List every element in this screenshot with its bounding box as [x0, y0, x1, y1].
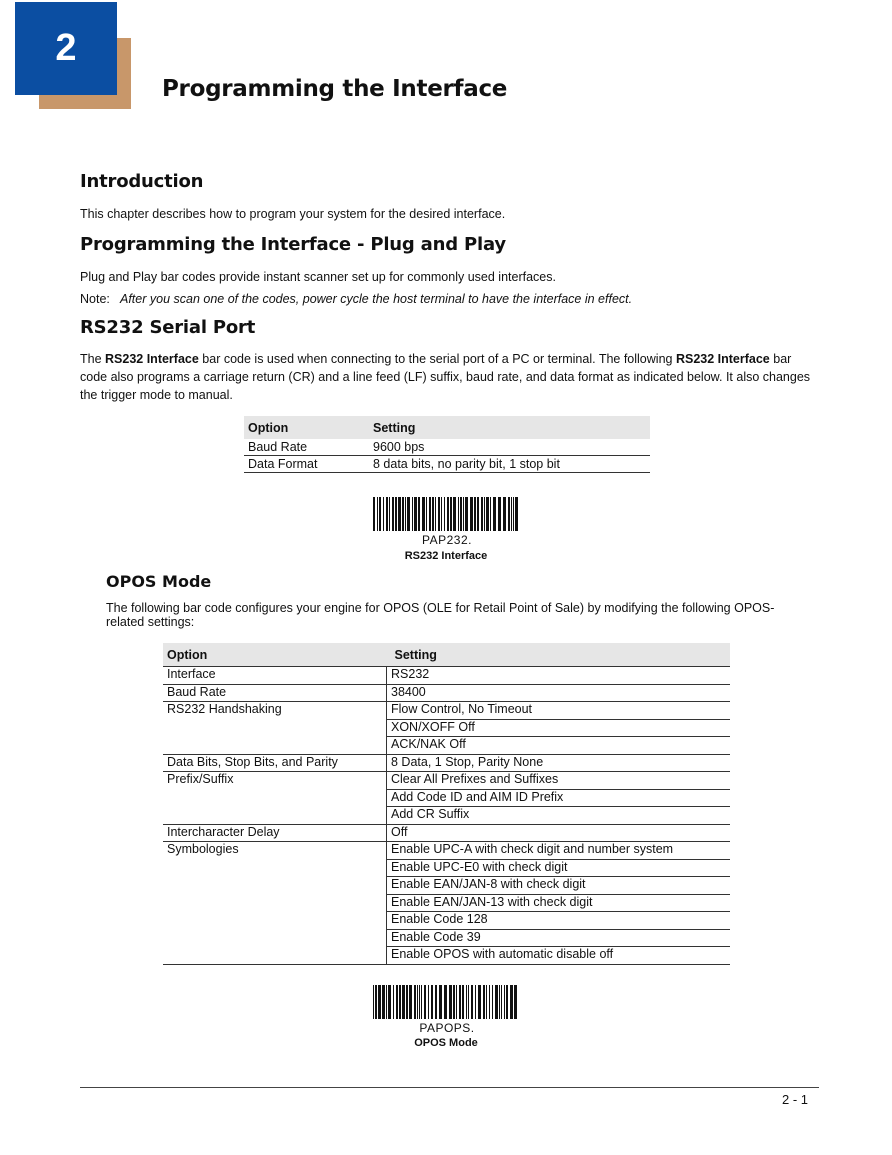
barcode-bar	[426, 497, 427, 531]
plug-and-play-note	[80, 290, 820, 308]
barcode-bar	[429, 497, 431, 531]
option-cell: Interface	[163, 667, 387, 685]
barcode-bar	[483, 985, 485, 1019]
barcode-bar	[428, 985, 429, 1019]
chapter-title: Programming the Interface	[162, 76, 508, 102]
barcode-bar	[407, 497, 410, 531]
barcode-bar	[389, 497, 390, 531]
barcode-bar	[424, 985, 426, 1019]
barcode-bars	[371, 497, 523, 533]
barcode-bar	[481, 497, 483, 531]
note-text: After you scan one of the codes, power cycle the host terminal to have the interface in effect.	[120, 292, 633, 306]
setting-cell: Enable EAN/JAN-13 with check digit	[387, 894, 731, 912]
setting-cell: Enable EAN/JAN-8 with check digit	[387, 877, 731, 895]
column-header-setting: Setting	[387, 643, 731, 667]
barcode-bar	[486, 985, 487, 1019]
opos-heading: OPOS Mode	[106, 572, 212, 591]
setting-cell: Enable UPC-E0 with check digit	[387, 859, 731, 877]
barcode-bar	[506, 985, 508, 1019]
barcode-bar	[478, 985, 481, 1019]
table-row	[244, 439, 650, 456]
setting-cell: Add Code ID and AIM ID Prefix	[387, 789, 731, 807]
barcode-bar	[414, 497, 417, 531]
barcode-bar	[432, 497, 434, 531]
barcode-bar	[458, 497, 459, 531]
setting-cell: ACK/NAK Off	[387, 737, 731, 755]
barcode-bar	[382, 985, 385, 1019]
barcode-bar	[398, 497, 401, 531]
barcode-bar	[406, 985, 408, 1019]
barcode-bar	[503, 497, 506, 531]
barcode-bar	[402, 985, 405, 1019]
column-header-option: Option	[163, 643, 387, 667]
barcode-bar	[477, 497, 479, 531]
setting-cell: XON/XOFF Off	[387, 719, 731, 737]
barcode-bar	[499, 985, 500, 1019]
barcode-bar	[470, 497, 473, 531]
barcode-bar	[449, 985, 452, 1019]
barcode-bar	[418, 497, 420, 531]
barcode-bar	[489, 985, 490, 1019]
barcode-bar	[508, 497, 510, 531]
barcode-bar	[383, 497, 384, 531]
setting-cell: Add CR Suffix	[387, 807, 731, 825]
table-row	[163, 684, 730, 702]
barcode-bar	[463, 497, 464, 531]
rs232-barcode-caption: RS232 Interface	[404, 550, 488, 562]
opos-settings-table	[163, 643, 730, 965]
barcode-bar	[378, 985, 381, 1019]
barcode-bar	[450, 497, 452, 531]
barcode-bar	[388, 985, 391, 1019]
barcode-bar	[462, 985, 464, 1019]
barcode-bar	[392, 497, 394, 531]
barcode-bar	[422, 497, 425, 531]
barcode-bar	[431, 985, 433, 1019]
barcode-bar	[490, 497, 491, 531]
barcode-bar	[409, 985, 412, 1019]
barcode-text: PAPOPS.	[419, 1021, 475, 1035]
rs232-bold-term: RS232 Interface	[105, 352, 199, 366]
table-row	[163, 824, 730, 842]
option-cell: Baud Rate	[244, 439, 369, 456]
table-row	[163, 702, 730, 720]
plug-and-play-text: Plug and Play bar codes provide instant scanner set up for commonly used interfaces.	[80, 270, 556, 284]
table-header-row	[244, 416, 650, 439]
barcode-bar	[435, 497, 436, 531]
barcode-bar	[514, 985, 517, 1019]
barcode-bar	[399, 985, 401, 1019]
barcode-bar	[466, 985, 467, 1019]
barcode-bar	[459, 985, 461, 1019]
barcode-bar	[421, 985, 422, 1019]
rs232-barcode	[371, 497, 523, 547]
option-cell: Prefix/Suffix	[163, 772, 387, 825]
barcode-bar	[435, 985, 437, 1019]
barcode-bar	[438, 497, 440, 531]
barcode-bar	[456, 985, 457, 1019]
rs232-bold-term: RS232 Interface	[675, 352, 770, 366]
opos-text: The following bar code configures your engine for OPOS (OLE for Retail Point of Sale) by modifying the following OPOS-related settings:	[106, 601, 775, 629]
intro-text: This chapter describes how to program your system for the desired interface.	[80, 207, 506, 221]
setting-cell: Flow Control, No Timeout	[387, 702, 731, 720]
barcode-bar	[419, 985, 420, 1019]
barcode-bar	[495, 985, 498, 1019]
barcode-bar	[453, 497, 456, 531]
barcode-bar	[373, 985, 374, 1019]
barcode-bar	[475, 985, 476, 1019]
table-header-row	[163, 643, 730, 667]
barcode-bar	[498, 497, 501, 531]
option-cell: Symbologies	[163, 842, 387, 965]
barcode-bar	[395, 497, 397, 531]
setting-cell: 9600 bps	[369, 439, 650, 456]
barcode-bar	[375, 985, 377, 1019]
setting-cell: 38400	[387, 684, 731, 702]
rs232-settings-table	[244, 416, 650, 473]
setting-cell: 8 data bits, no parity bit, 1 stop bit	[369, 456, 650, 473]
barcode-bar	[386, 985, 387, 1019]
setting-cell: RS232	[387, 667, 731, 685]
plug-and-play-heading: Programming the Interface - Plug and Play	[80, 234, 506, 255]
barcode-bar	[444, 985, 447, 1019]
column-header-option: Option	[244, 416, 369, 439]
rs232-heading: RS232 Serial Port	[80, 317, 256, 338]
barcode-bar	[501, 985, 502, 1019]
setting-cell: Enable Code 39	[387, 929, 731, 947]
barcode-bar	[396, 985, 398, 1019]
barcode-bar	[465, 497, 468, 531]
barcode-bar	[402, 497, 404, 531]
barcode-bar	[453, 985, 455, 1019]
barcode-bar	[511, 497, 512, 531]
setting-cell: Off	[387, 824, 731, 842]
barcode-bar	[379, 497, 381, 531]
barcode-bar	[468, 985, 469, 1019]
table-row	[163, 754, 730, 772]
table-row	[163, 667, 730, 685]
setting-cell: Enable UPC-A with check digit and number system	[387, 842, 731, 860]
barcode-bar	[447, 497, 449, 531]
rs232-paragraph: The RS232 Interface bar code is used when connecting to the serial port of a PC or terminal. The following RS232 Interface bar code also programs a carriage return (CR) and a line feed (LF) suffix, baud rate, and data format as indicated below. It also changes the trigger mode to manual.	[80, 352, 811, 402]
barcode-bar	[414, 985, 416, 1019]
barcode-bar	[486, 497, 489, 531]
barcode-bar	[412, 497, 413, 531]
barcode-bar	[474, 497, 476, 531]
barcode-bar	[444, 497, 445, 531]
intro-heading: Introduction	[80, 171, 204, 192]
barcode-bar	[492, 985, 493, 1019]
table-row	[163, 842, 730, 860]
table-row	[163, 772, 730, 790]
opos-barcode	[371, 985, 523, 1035]
option-cell: Baud Rate	[163, 684, 387, 702]
option-cell: Data Bits, Stop Bits, and Parity	[163, 754, 387, 772]
option-cell: RS232 Handshaking	[163, 702, 387, 755]
setting-cell: Enable OPOS with automatic disable off	[387, 947, 731, 965]
barcode-bar	[393, 985, 394, 1019]
page-number: 2 - 1	[781, 1092, 808, 1107]
barcode-bar	[377, 497, 378, 531]
barcode-bar	[405, 497, 406, 531]
barcode-bar	[386, 497, 388, 531]
barcode-bar	[484, 497, 485, 531]
setting-cell: 8 Data, 1 Stop, Parity None	[387, 754, 731, 772]
opos-barcode-caption: OPOS Mode	[414, 1037, 478, 1049]
option-cell: Intercharacter Delay	[163, 824, 387, 842]
footer-rule	[80, 1087, 819, 1088]
barcode-bar	[493, 497, 496, 531]
chapter-number: 2	[15, 2, 117, 95]
barcode-bar	[373, 497, 375, 531]
column-header-setting: Setting	[369, 416, 650, 439]
barcode-bar	[441, 497, 442, 531]
barcode-bar	[504, 985, 505, 1019]
note-label: Note:	[80, 292, 110, 306]
setting-cell: Clear All Prefixes and Suffixes	[387, 772, 731, 790]
barcode-text: PAP232.	[422, 533, 472, 547]
barcode-bar	[515, 497, 518, 531]
option-cell: Data Format	[244, 456, 369, 473]
barcode-bar	[417, 985, 418, 1019]
barcode-bar	[471, 985, 473, 1019]
setting-cell: Enable Code 128	[387, 912, 731, 930]
barcode-bar	[510, 985, 513, 1019]
barcode-bar	[460, 497, 462, 531]
barcode-bars	[371, 985, 523, 1021]
table-row	[244, 456, 650, 473]
barcode-bar	[439, 985, 442, 1019]
barcode-bar	[513, 497, 514, 531]
